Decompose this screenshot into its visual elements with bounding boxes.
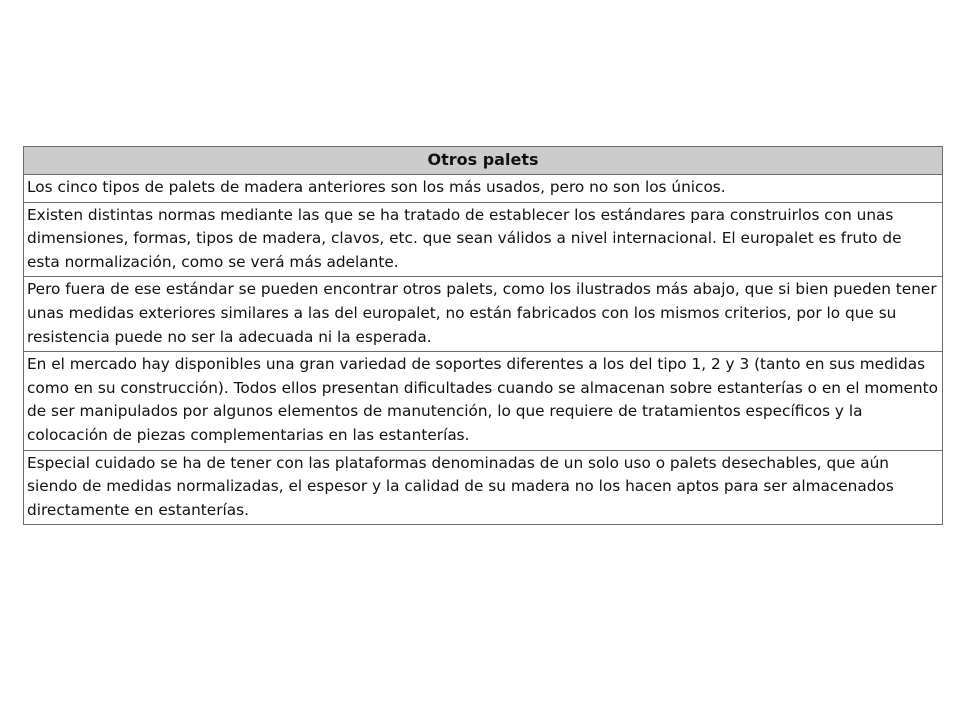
table-header-row — [24, 147, 943, 175]
table-title: Otros palets — [24, 147, 943, 175]
table-row — [24, 450, 943, 525]
table-cell-intro: Los cinco tipos de palets de madera anteriores son los más usados, pero no son los únicos. — [24, 175, 943, 203]
table-cell-otros-palets: Pero fuera de ese estándar se pueden encontrar otros palets, como los ilustrados más abajo, que si bien pueden tener unas medidas exteriores similares a las del europalet, no están fabricados con los mismos criterios, por lo que su resistencia puede no ser la adecuada ni la esperada. — [24, 277, 943, 352]
table-cell-soportes: En el mercado hay disponibles una gran variedad de soportes diferentes a los del tipo 1, 2 y 3 (tanto en sus medidas como en su construcción). Todos ellos presentan dificultades cuando se almacenan sobre estanterías o en el momento de ser manipulados por algunos elementos de manutención, lo que requiere de tratamientos específicos y la colocación de piezas complementarias en las estanterías. — [24, 352, 943, 450]
table-row — [24, 202, 943, 277]
table-cell-desechables: Especial cuidado se ha de tener con las plataformas denominadas de un solo uso o palets desechables, que aún siendo de medidas normalizadas, el espesor y la calidad de su madera no los hacen aptos para ser almacenados directamente en estanterías. — [24, 450, 943, 525]
otros-palets-table — [23, 146, 943, 525]
table-row — [24, 352, 943, 450]
table-row — [24, 277, 943, 352]
table-cell-normas: Existen distintas normas mediante las que se ha tratado de establecer los estándares para construirlos con unas dimensiones, formas, tipos de madera, clavos, etc. que sean válidos a nivel internacional. El europalet es fruto de esta normalización, como se verá más adelante. — [24, 202, 943, 277]
table-row — [24, 175, 943, 203]
